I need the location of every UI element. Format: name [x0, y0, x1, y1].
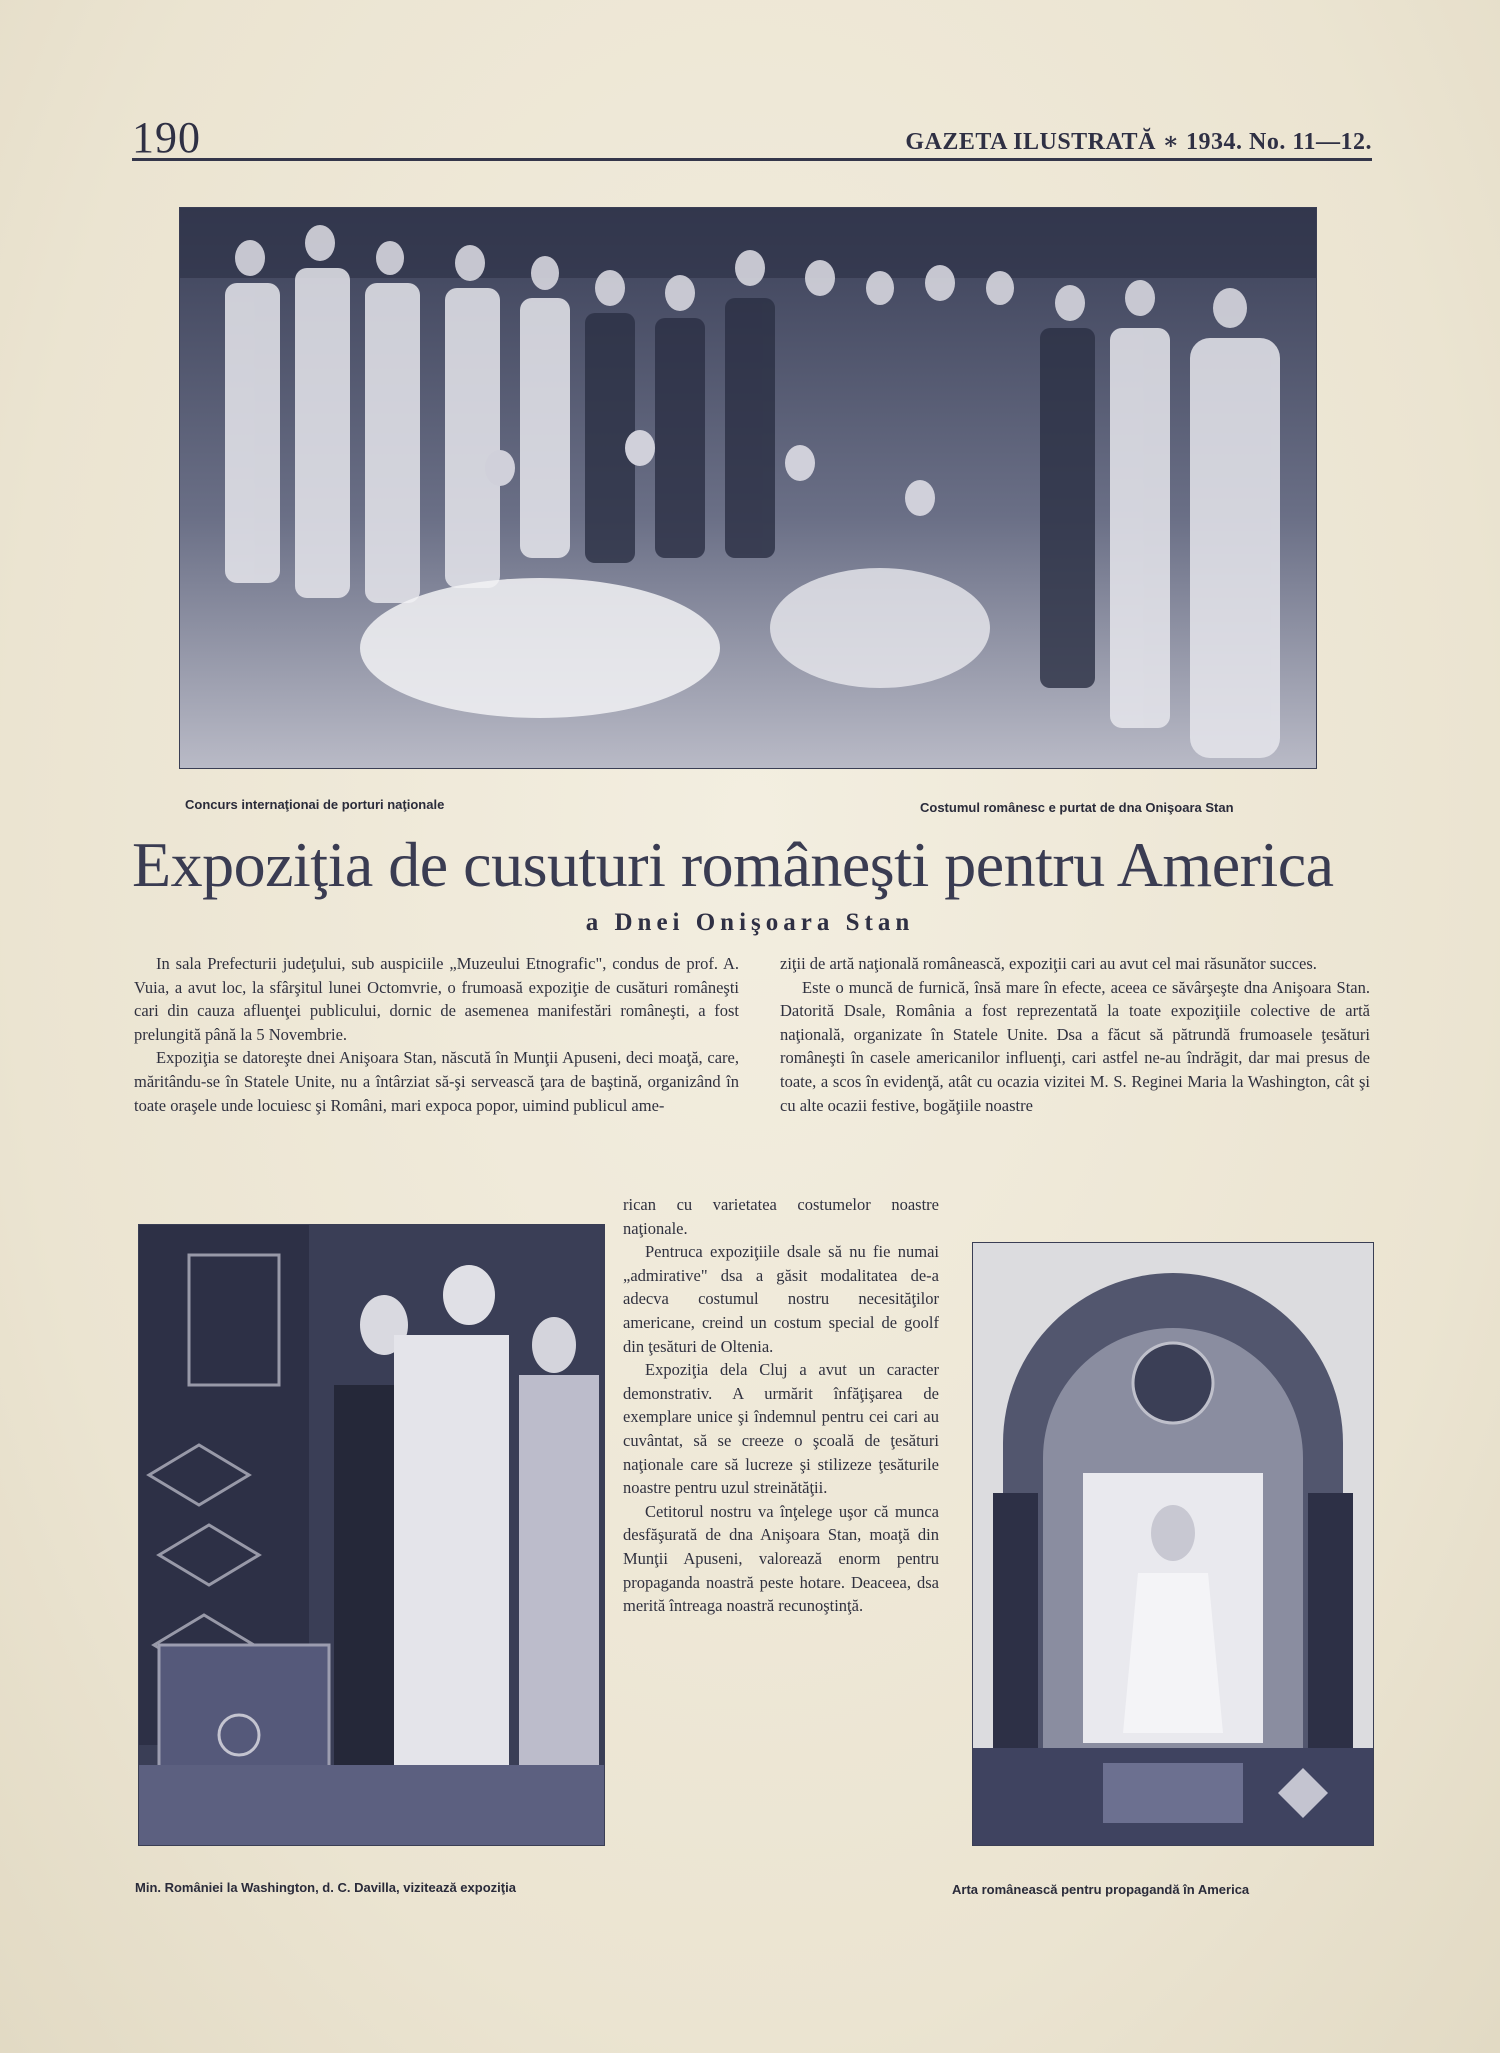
publication-title: GAZETA ILUSTRATĂ ∗ 1934. No. 11—12. — [905, 129, 1372, 155]
article-column-3 — [623, 1193, 939, 1618]
header-rule — [132, 158, 1372, 161]
minister-visit-illustration — [139, 1225, 604, 1845]
top-photo-caption-right: Costumul românesc e purtat de dna Onişoara Stan — [920, 800, 1234, 815]
minister-visit-photo — [138, 1224, 605, 1846]
article-paragraph: Expoziţia se datoreşte dnei Anişoara Stan, născută în Munţii Apuseni, deci moaţă, care, măritându-se în Statele Unite, nu a întârziat să-şi servească ţara de baştină, organizând în toate oraşele unde locuiesc şi Români, mari expoca popor, uimind publicul ame- — [134, 1048, 739, 1115]
article-paragraph: rican cu varietatea costumelor noastre naţionale. — [623, 1195, 939, 1238]
article-paragraph: In sala Prefecturii judeţului, sub auspiciile „Muzeului Etnografic", condus de prof. A. Vuia, a avut loc, la sfârşitul lunei Octomvrie, o frumoasă expoziţie de cusături româneşti cari din cauza afluenţei publicului, dornic de asemenea manifestări româneşti, a fost prelungită până la 5 Novembrie. — [134, 954, 739, 1044]
article-column-2 — [780, 952, 1370, 1117]
group-photo-illustration — [180, 208, 1316, 768]
romanian-art-illustration — [973, 1243, 1373, 1845]
page-header — [132, 112, 1372, 162]
article-column-1 — [134, 952, 739, 1117]
page-number: 190 — [132, 113, 201, 162]
article-paragraph: Pentruca expoziţiile dsale să nu fie numai „admirative" dsa a găsit modalitatea de-a adecva costumul nostru necesităţilor americane, creind un costum special de goolf din ţesături de Oltenia. — [623, 1242, 939, 1356]
article-headline: Expoziţia de cusuturi româneşti pentru America — [132, 829, 1334, 900]
bottom-right-photo-caption: Arta românească pentru propagandă în America — [952, 1882, 1250, 1897]
bottom-left-photo-caption: Min. României la Washington, d. C. Davilla, vizitează expoziţia — [135, 1880, 516, 1895]
article-paragraph: Expoziţia dela Cluj a avut un caracter demonstrativ. A urmărit înfăţişarea de exemplare unice şi îndemnul pentru cei cari au cuvântat, să se creeze o şcoală de ţesături naţionale care să lucreze şi stilizeze ţesăturile noastre pentru uzul streinătăţii. — [623, 1360, 939, 1498]
article-paragraph: ziţii de artă naţională românească, expoziţii cari au avut cel mai răsunător succes. — [780, 954, 1317, 973]
group-photo-national-costumes — [179, 207, 1317, 769]
article-paragraph: Cetitorul nostru va înţelege uşor că munca desfăşurată de dna Anişoara Stan, moaţă din Munţii Apuseni, valorează enorm pentru propaganda noastră peste hotare. Deaceea, dsa merită întreaga noastră recunoştinţă. — [623, 1501, 939, 1616]
top-photo-caption-left: Concurs internaţionai de porturi naţionale — [185, 797, 445, 812]
article-paragraph: Este o muncă de furnică, însă mare în efecte, aceea ce săvârşeşte dna Anişoara Stan. Datorită Dsale, România a fost reprezentată la toate expoziţiile colective de artă naţională, organizate în Statele Unite. Dsa a făcut să pătrundă frumoasele ţesături româneşti în casele americanilor influenţi, cari astfel ne-au îndrăgit, dar mai presus de toate, a scos în evidenţă, atât cu ocazia vizitei M. S. Reginei Maria la Washington, cât şi cu alte ocazii festive, bogăţiile noastre — [780, 977, 1370, 1115]
romanian-art-photo — [972, 1242, 1374, 1846]
article-byline: a Dnei Onişoara Stan — [585, 909, 915, 936]
